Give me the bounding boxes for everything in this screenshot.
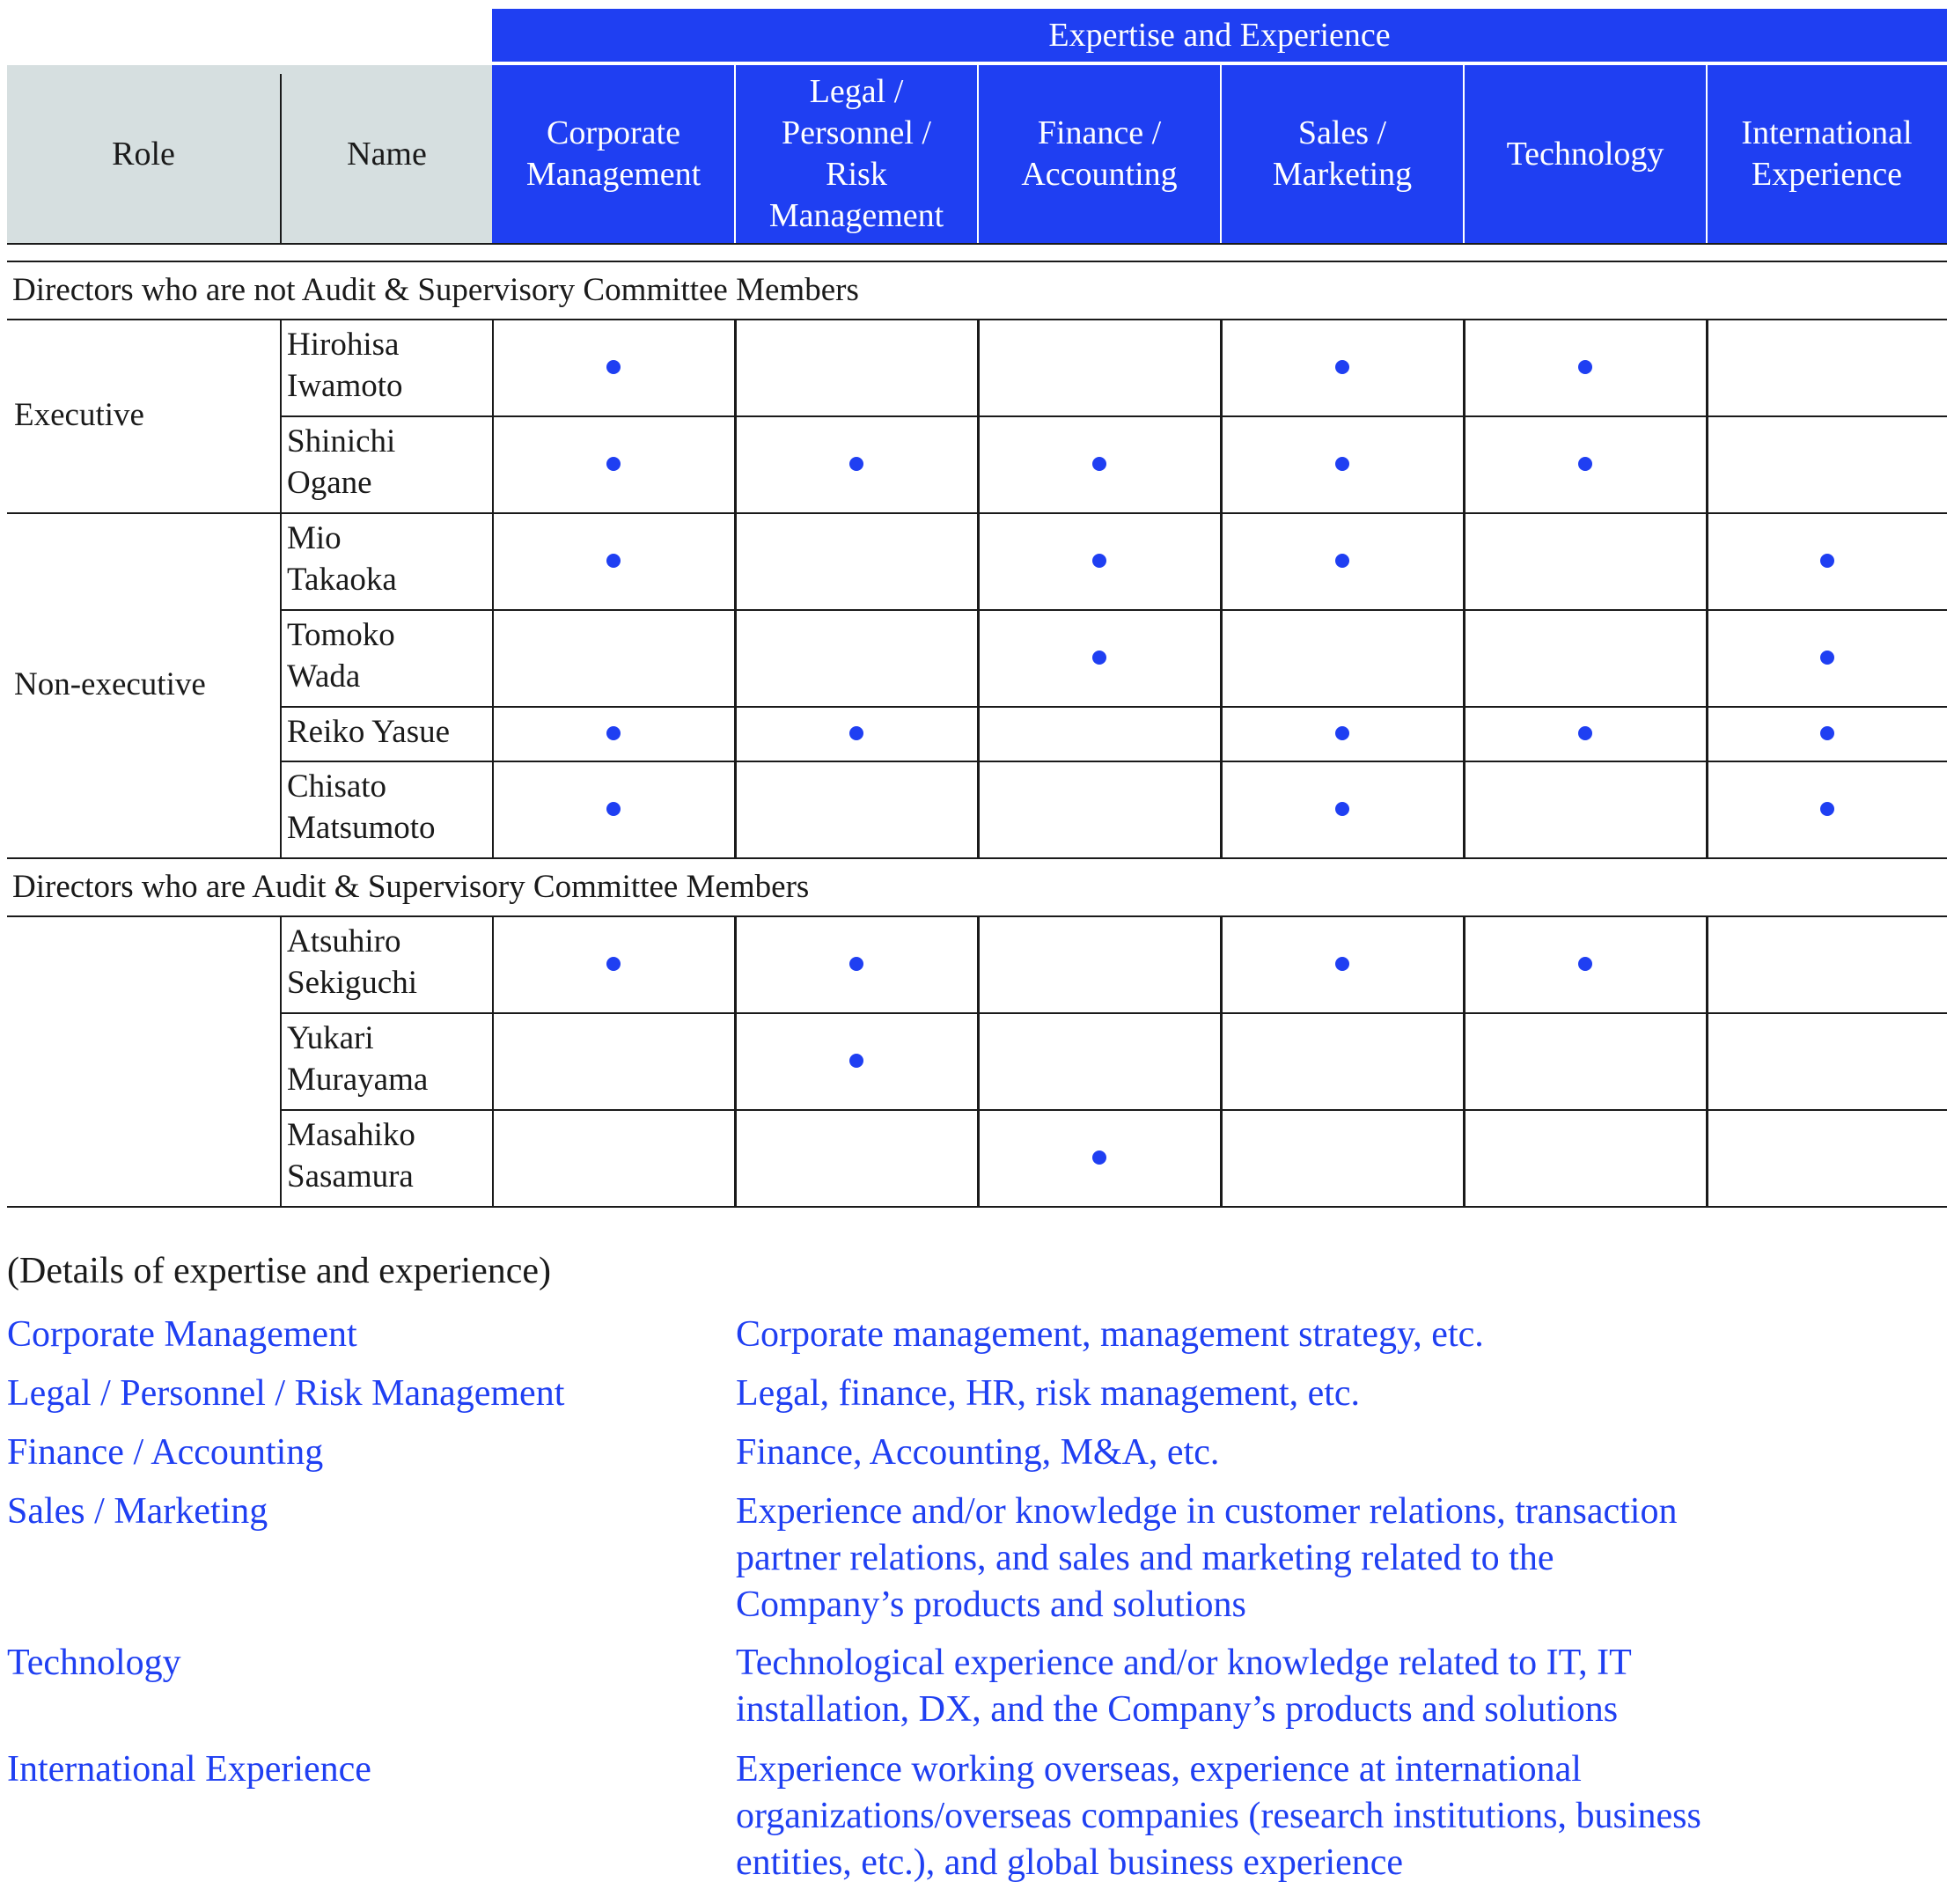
header-skill-label [1273,113,1412,195]
details-term: Finance / Accounting [7,1432,324,1473]
text-line: Sasamura [287,1158,414,1195]
skills-matrix [7,0,1947,1206]
details-description [736,1430,1947,1476]
skill-dot [606,360,621,374]
skill-dot [1820,554,1834,568]
text-line: Legal / [809,73,904,110]
text-line: Risk [826,156,887,193]
text-line: Finance / [1037,114,1162,151]
skill-dot [606,554,621,568]
skill-dot [1335,554,1349,568]
text-line: Technological experience and/or knowledge related to IT, IT [736,1643,1632,1683]
skill-dot [606,726,621,740]
details-description [736,1312,1947,1358]
text-line: Experience and/or knowledge in customer relations, transaction [736,1491,1678,1532]
text-line: Legal, finance, HR, risk management, etc. [736,1373,1361,1414]
skill-dot [1578,957,1592,971]
skill-dot [606,957,621,971]
header-skill-5 [1707,65,1947,243]
skill-dot [1578,726,1592,740]
skill-dot [1820,802,1834,816]
text-line: Experience [1752,156,1902,193]
column-divider [1706,915,1708,1206]
skill-dot [1092,457,1106,471]
header-skill-divider [1706,65,1708,243]
skill-dot [1335,957,1349,971]
text-line: Tomoko [287,617,395,653]
text-line: Reiko Yasue [287,713,451,750]
row-rule [280,761,1947,762]
header-skill-label [769,71,944,237]
column-divider [280,319,282,512]
skill-dot [1578,457,1592,471]
skill-dot [1578,360,1592,374]
row-rule [280,609,1947,611]
text-line: entities, etc.), and global business experience [736,1842,1404,1883]
text-line: Personnel / [782,114,931,151]
skill-dot [849,457,863,471]
row-rule [280,706,1947,708]
text-line: Hirohisa [287,327,400,363]
skill-dot [1335,802,1349,816]
header-skill-divider [1463,65,1465,243]
text-line: organizations/overseas companies (research institutions, business [736,1796,1701,1836]
column-divider [977,319,979,512]
skill-dot [1092,651,1106,665]
text-line: International [1741,114,1913,151]
text-line: Mio [287,520,342,556]
header-skill-divider [734,65,736,243]
director-name [287,1018,489,1100]
section-title: Directors who are not Audit & Supervisory Committee Members [12,272,859,308]
text-line: Company’s products and solutions [736,1584,1246,1625]
column-divider [1706,319,1708,512]
column-divider [734,512,736,857]
header-skill-label [1507,134,1664,175]
text-line: Sales / [1297,114,1387,151]
header-skill-divider [977,65,979,243]
skill-dot [1820,726,1834,740]
text-line: Matsumoto [287,810,436,846]
column-divider [977,915,979,1206]
director-name [287,1114,489,1197]
column-divider [1463,915,1465,1206]
header-bottom-rule [7,243,1947,245]
text-line: Atsuhiro [287,923,401,959]
header-skill-label [1741,113,1912,195]
column-divider [492,512,494,857]
column-divider [1463,512,1465,857]
header-role: Role [112,135,175,173]
column-divider [1706,512,1708,857]
details-term: Legal / Personnel / Risk Management [7,1373,565,1414]
skill-dot [1820,651,1834,665]
column-divider [734,319,736,512]
text-line: Experience working overseas, experience at international [736,1749,1582,1790]
text-line: Management [768,197,944,234]
director-name [287,614,489,697]
text-line: Finance, Accounting, M&A, etc. [736,1432,1220,1473]
header-skill-1 [735,65,978,243]
director-name [287,421,489,504]
text-line: Ogane [287,465,372,501]
row-rule [280,415,1947,417]
header-name: Name [347,135,427,173]
column-divider [280,915,282,1206]
details-title: (Details of expertise and experience) [7,1251,552,1291]
column-divider [1463,319,1465,512]
text-line: Iwamoto [287,368,403,404]
header-skill-label [1021,113,1177,195]
skill-dot [1092,554,1106,568]
text-line: installation, DX, and the Company’s products and solutions [736,1689,1619,1730]
details-term: Corporate Management [7,1314,357,1355]
text-line: Corporate management, management strategy, etc. [736,1314,1484,1355]
column-divider [492,319,494,512]
header-divider [280,74,282,243]
details-description [736,1489,1947,1628]
column-divider [1220,915,1222,1206]
text-line: Masahiko [287,1117,415,1153]
text-line: Takaoka [287,562,397,598]
details-term: International Experience [7,1749,371,1790]
column-divider [280,512,282,857]
text-line: Corporate [547,114,680,151]
header-skill-divider [1220,65,1222,243]
text-line: Murayama [287,1062,429,1098]
skill-dot [606,457,621,471]
details-description [736,1746,1947,1886]
director-name [287,324,489,407]
details-description [736,1640,1947,1733]
director-name [287,518,489,600]
skill-dot [606,802,621,816]
details-description [736,1371,1947,1417]
skill-dot [849,957,863,971]
director-name [287,766,489,849]
column-divider [977,512,979,857]
text-line: Accounting [1021,156,1178,193]
text-line: Technology [1506,135,1664,173]
skill-dot [1335,457,1349,471]
text-line: Sekiguchi [287,965,417,1001]
text-line: Chisato [287,768,387,805]
column-divider [492,915,494,1206]
column-divider [734,915,736,1206]
skill-dot [1335,360,1349,374]
skill-dot [849,1054,863,1068]
section-top-rule [7,857,1947,859]
director-name [287,921,489,1003]
skill-dot [1335,726,1349,740]
text-line: Wada [287,658,361,695]
header-skill-label [526,113,701,195]
text-line: Shinichi [287,423,396,459]
details-term: Sales / Marketing [7,1491,268,1532]
row-rule [7,1206,1947,1208]
column-divider [1220,512,1222,857]
expertise-banner: Expertise and Experience [492,9,1947,62]
header-skill-2 [978,65,1221,243]
header-skill-4 [1464,65,1707,243]
header-skill-0 [492,65,735,243]
details-term: Technology [7,1643,181,1683]
section-top-rule [7,261,1947,262]
row-rule [280,1012,1947,1014]
header-skill-3 [1221,65,1464,243]
row-rule [280,1109,1947,1111]
skill-dot [849,726,863,740]
column-divider [1220,319,1222,512]
text-line: Marketing [1272,156,1413,193]
text-line: partner relations, and sales and marketing related to the [736,1538,1554,1578]
skill-dot [1092,1150,1106,1165]
role-label: Non-executive [14,666,206,702]
text-line: Yukari [287,1020,374,1056]
director-name [287,711,489,753]
role-label: Executive [14,397,144,433]
text-line: Management [525,156,702,193]
section-title: Directors who are Audit & Supervisory Committee Members [12,869,810,905]
